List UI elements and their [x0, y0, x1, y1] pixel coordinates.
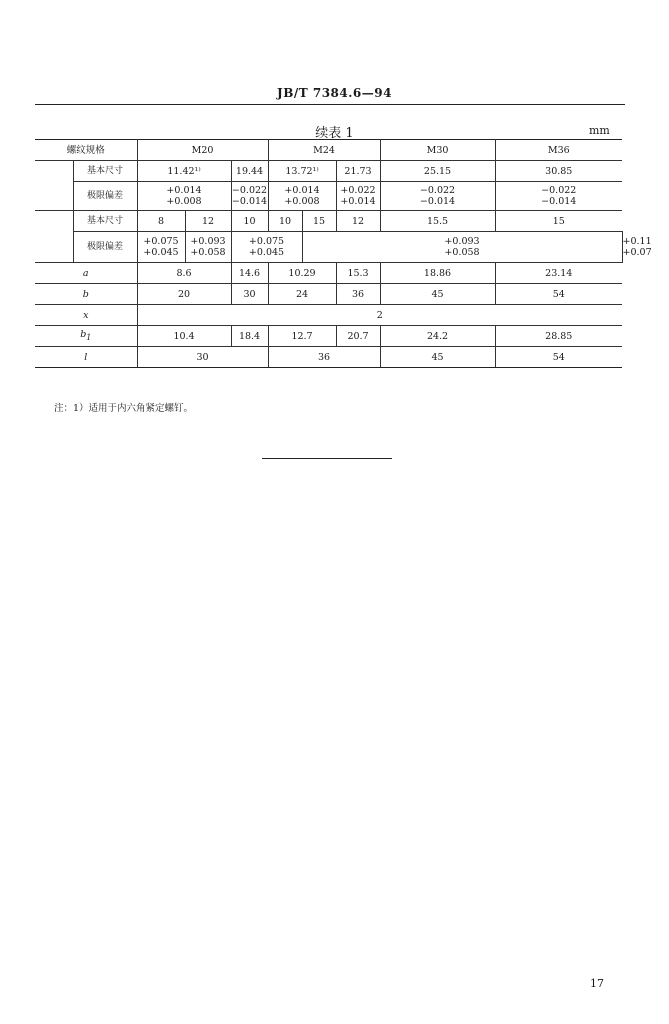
- size-m30: M30: [380, 140, 495, 161]
- row-label: 基本尺寸: [73, 211, 137, 232]
- row-label-main: b: [80, 329, 87, 341]
- cell: 24: [268, 284, 336, 305]
- cell: 45: [380, 347, 495, 368]
- doc-number: JB/T 7384.6—94: [277, 86, 392, 100]
- cell: 18.4: [231, 326, 268, 347]
- cell-upper: +0.075: [143, 236, 179, 247]
- table-unit: mm: [589, 124, 610, 137]
- table-row: [35, 161, 622, 182]
- cell: 23.14: [495, 263, 622, 284]
- cell: 10.4: [137, 326, 231, 347]
- cell: [380, 182, 495, 211]
- cell-lower: +0.045: [143, 247, 179, 258]
- table-row: [35, 347, 622, 368]
- cell: 15.5: [380, 211, 495, 232]
- cell: 21.73: [336, 161, 380, 182]
- table-row: [35, 211, 622, 232]
- cell: [336, 182, 380, 211]
- cell: 25.15: [380, 161, 495, 182]
- cell: 30.85: [495, 161, 622, 182]
- cell: 20.7: [336, 326, 380, 347]
- cell-lower: +0.014: [340, 196, 376, 207]
- end-rule: [262, 458, 392, 459]
- cell: 14.6: [231, 263, 268, 284]
- cell: [137, 182, 231, 211]
- spec-label: 螺纹规格: [35, 140, 137, 161]
- cell-lower: +0.008: [166, 196, 202, 207]
- cell-upper: −0.022: [231, 185, 268, 196]
- table-row: [35, 232, 622, 263]
- row-label: l: [35, 347, 137, 368]
- cell: 10.29: [268, 263, 336, 284]
- cell-lower: −0.014: [541, 196, 577, 207]
- size-m20: M20: [137, 140, 268, 161]
- cell-lower: +0.07: [622, 247, 652, 258]
- cell: 19.44: [231, 161, 268, 182]
- cell: 11.42¹⁾: [137, 161, 231, 182]
- cell: 30: [137, 347, 268, 368]
- cell: 15: [495, 211, 622, 232]
- table-title: 续表 1: [315, 126, 354, 141]
- cell: 36: [336, 284, 380, 305]
- row-label: a: [35, 263, 137, 284]
- cell: 2: [137, 305, 622, 326]
- group-s-label: [35, 211, 73, 263]
- cell: 54: [495, 347, 622, 368]
- page-number: 17: [590, 977, 604, 990]
- cell: [231, 182, 268, 211]
- row-label: 基本尺寸: [73, 161, 137, 182]
- cell-upper: +0.022: [340, 185, 376, 196]
- cell: 36: [268, 347, 380, 368]
- cell: [495, 182, 622, 211]
- table-row: [35, 182, 622, 211]
- header-rule: [35, 104, 625, 105]
- table-row: [35, 305, 622, 326]
- cell: 12.7: [268, 326, 336, 347]
- cell: 15: [302, 211, 336, 232]
- row-label: 极限偏差: [73, 182, 137, 211]
- table-row: [35, 263, 622, 284]
- cell: 30: [231, 284, 268, 305]
- cell-upper: +0.093: [190, 236, 226, 247]
- cell: [302, 232, 622, 263]
- cell: 8: [137, 211, 185, 232]
- table-row: [35, 326, 622, 347]
- cell-lower: +0.058: [444, 247, 480, 258]
- cell: 15.3: [336, 263, 380, 284]
- cell: 18.86: [380, 263, 495, 284]
- cell: 20: [137, 284, 231, 305]
- row-label: [35, 326, 137, 347]
- group-e-label: [35, 161, 73, 211]
- cell: 45: [380, 284, 495, 305]
- row-label: 极限偏差: [73, 232, 137, 263]
- cell-upper: +0.075: [248, 236, 285, 247]
- cell-upper: −0.022: [541, 185, 577, 196]
- cell: [137, 232, 185, 263]
- cell-upper: −0.022: [419, 185, 456, 196]
- cell-upper: +0.014: [284, 185, 320, 196]
- cell: [185, 232, 231, 263]
- cell-lower: +0.045: [248, 247, 285, 258]
- cell-lower: +0.058: [190, 247, 226, 258]
- cell: 28.85: [495, 326, 622, 347]
- cell: 10: [231, 211, 268, 232]
- row-label: b: [35, 284, 137, 305]
- cell-upper: +0.11: [622, 236, 652, 247]
- cell-lower: +0.008: [284, 196, 320, 207]
- header-row: [35, 140, 622, 161]
- cell: [268, 182, 336, 211]
- cell: 12: [185, 211, 231, 232]
- cell: 24.2: [380, 326, 495, 347]
- size-m36: M36: [495, 140, 622, 161]
- cell-upper: +0.093: [444, 236, 480, 247]
- cell: 13.72¹⁾: [268, 161, 336, 182]
- row-label: x: [35, 305, 137, 326]
- cell: 8.6: [137, 263, 231, 284]
- cell: [231, 232, 302, 263]
- row-label-sub: 1: [86, 332, 92, 342]
- cell-upper: +0.014: [166, 185, 202, 196]
- cell-lower: −0.014: [231, 196, 268, 207]
- cell: 54: [495, 284, 622, 305]
- size-m24: M24: [268, 140, 380, 161]
- footnote: 注：1）适用于内六角紧定螺钉。: [54, 403, 194, 414]
- dimension-table: [35, 139, 652, 368]
- cell: 10: [268, 211, 302, 232]
- table-row: [35, 284, 622, 305]
- cell: 12: [336, 211, 380, 232]
- cell-lower: −0.014: [419, 196, 456, 207]
